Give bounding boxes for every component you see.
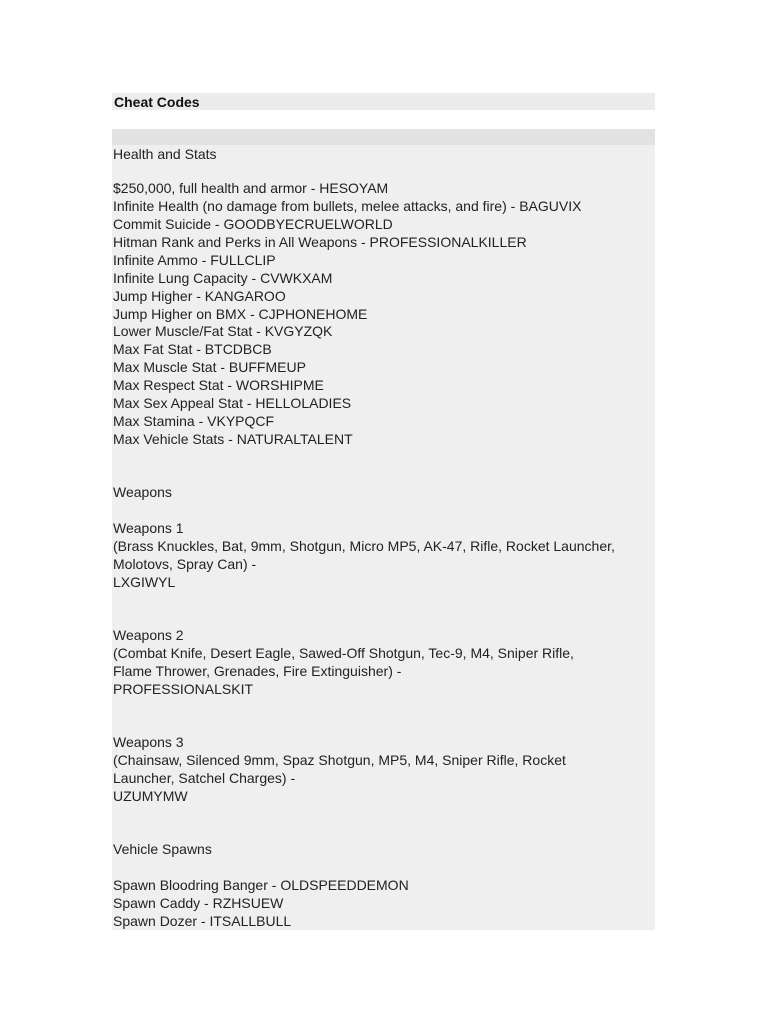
cheat-line: Max Respect Stat - WORSHIPME [113, 377, 324, 393]
header-strip [112, 129, 655, 145]
page-title: Cheat Codes [114, 94, 200, 110]
cheat-line: Molotovs, Spray Can) - [113, 556, 257, 572]
cheat-line: Max Stamina - VKYPQCF [113, 413, 275, 429]
cheat-line: (Chainsaw, Silenced 9mm, Spaz Shotgun, MP5, M4, Sniper Rifle, Rocket [113, 752, 566, 768]
cheat-line: Max Fat Stat - BTCDBCB [113, 341, 272, 357]
cheat-line: (Brass Knuckles, Bat, 9mm, Shotgun, Micro MP5, AK-47, Rifle, Rocket Launcher, [113, 538, 615, 554]
section-heading-health-and-stats: Health and Stats [113, 146, 217, 162]
cheat-line: Infinite Lung Capacity - CVWKXAM [113, 270, 333, 286]
cheat-line: Jump Higher - KANGAROO [113, 288, 286, 304]
cheat-line: Spawn Dozer - ITSALLBULL [113, 913, 292, 929]
cheat-code: LXGIWYL [113, 574, 176, 590]
cheat-line: Max Sex Appeal Stat - HELLOLADIES [113, 395, 352, 411]
cheat-line: Spawn Caddy - RZHSUEW [113, 895, 284, 911]
cheat-line: (Combat Knife, Desert Eagle, Sawed-Off Shotgun, Tec-9, M4, Sniper Rifle, [113, 645, 574, 661]
cheat-line: Flame Thrower, Grenades, Fire Extinguisher) - [113, 663, 402, 679]
subsection-heading-weapons-1: Weapons 1 [113, 520, 184, 536]
cheat-line: Max Vehicle Stats - NATURALTALENT [113, 431, 353, 447]
cheat-code: PROFESSIONALSKIT [113, 681, 254, 697]
cheat-line: Commit Suicide - GOODBYECRUELWORLD [113, 216, 393, 232]
content-block [112, 129, 655, 930]
cheat-line: Hitman Rank and Perks in All Weapons - PROFESSIONALKILLER [113, 234, 527, 250]
cheat-line: Infinite Health (no damage from bullets, melee attacks, and fire) - BAGUVIX [113, 198, 582, 214]
cheat-line: $250,000, full health and armor - HESOYAM [113, 180, 389, 196]
cheat-code: UZUMYMW [113, 788, 188, 804]
section-heading-vehicle-spawns: Vehicle Spawns [113, 841, 212, 857]
cheat-line: Max Muscle Stat - BUFFMEUP [113, 359, 306, 375]
cheat-line: Jump Higher on BMX - CJPHONEHOME [113, 306, 368, 322]
section-heading-weapons: Weapons [113, 484, 172, 500]
subsection-heading-weapons-2: Weapons 2 [113, 627, 184, 643]
cheat-line: Launcher, Satchel Charges) - [113, 770, 296, 786]
cheat-line: Lower Muscle/Fat Stat - KVGYZQK [113, 323, 333, 339]
cheat-line: Spawn Bloodring Banger - OLDSPEEDDEMON [113, 877, 409, 893]
cheat-line: Infinite Ammo - FULLCLIP [113, 252, 276, 268]
title-bar [112, 93, 655, 110]
subsection-heading-weapons-3: Weapons 3 [113, 734, 184, 750]
